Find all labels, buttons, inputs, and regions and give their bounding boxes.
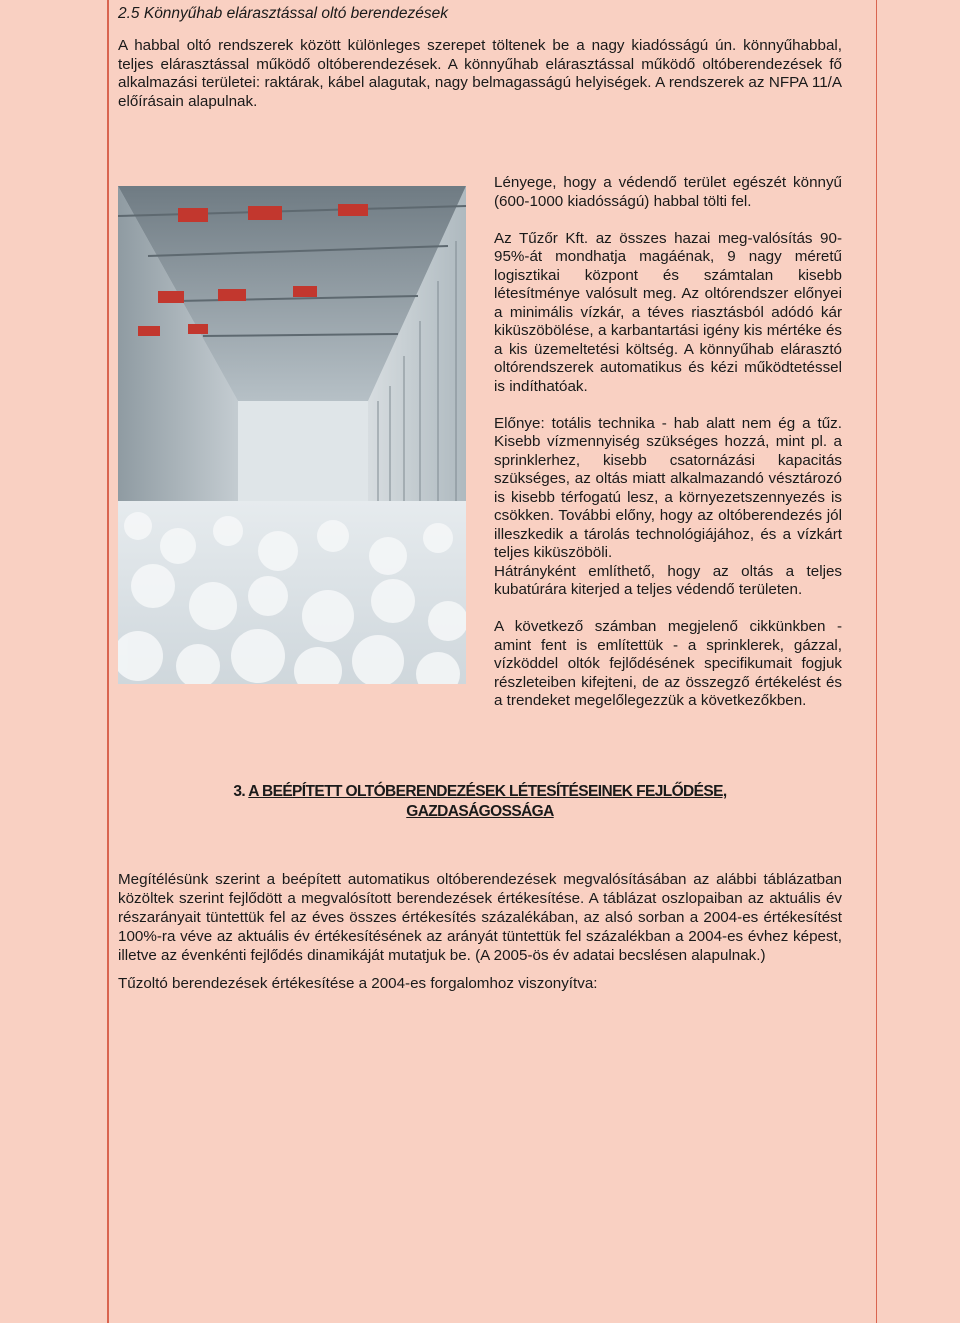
- left-margin-rule: [107, 0, 109, 1323]
- foam-warehouse-photo: [118, 186, 466, 684]
- right-text-column: [494, 174, 842, 711]
- right-paragraph-2: Az Tűzőr Kft. az összes hazai meg-valósítás 90-95%-át mondhatja magáénak, 9 nagy méretű logisztikai központ és számtalan kisebb létesítménye valósult meg. Az oltórendszer előnyei a minimális vízkár, a téves riasztásból adódó kár kiküszöbölése, a karbantartási igény kis mértéke és a kis üzemeltetési költség. A könnyűhab elárasztó oltórendszerek automatikus és kézi működtetéssel is indíthatóak.: [494, 229, 842, 395]
- chapter-heading: [118, 782, 842, 822]
- intro-paragraph: A habbal oltó rendszerek között különleges szerepet töltenek be a nagy kiadósságú ún. könnyűhabbal, teljes elárasztással működő oltóberendezések. A könnyűhab elárasztással működő oltóberendezések fő alkalmazási területei: raktárak, kábel alagutak, nagy belmagasságú helyiségek. A rendszerek az NFPA 11/A előírásain alapulnak.: [118, 37, 842, 110]
- chapter-number: 3.: [233, 783, 249, 800]
- body-paragraph: Megítélésünk szerint a beépített automatikus oltóberendezések megvalósításában az alábbi táblázatban közöltek szerint fejlődött a megvalósított berendezések értékesítése. A táblázat oszlopaiban az aktuális év részarányait tüntettük fel az éves összes értékesítés százalékában, az alsó sorban a 2004-es értékesítést 100%-ra véve az aktuális év értékesítésének az arányát tüntettük fel százalékban a 2004-es évhez képest, illetve az évenkénti fejlődés dinamikáját mutatjuk be. (A 2005-ös év adatai becslésen alapulnak.): [118, 871, 842, 964]
- section-heading: 2.5 Könnyűhab elárasztással oltó berendezések: [118, 5, 449, 22]
- right-paragraph-3: Előnye: totális technika - hab alatt nem ég a tűz. Kisebb vízmennyiség szükséges hozzá, mint pl. a sprinklerhez, kisebb csatornázási kapacitás szükséges, az oltás miatt alkalmazandó vésztározó is kisebb térfogatú lesz, a környezetszennyezés is csökken. További előny, hogy az oltóberendezés jól illeszkedik a tárolás technológiájához, és a vízkárt teljes kiküszöböli.: [494, 414, 842, 561]
- table-caption: Tűzoltó berendezések értékesítése a 2004-es forgalomhoz viszonyítva:: [118, 975, 598, 992]
- chapter-title-line-2: GAZDASÁGOSSÁGA: [406, 803, 554, 820]
- right-paragraph-4: Hátrányként említhető, hogy az oltás a teljes kubatúrára kiterjed a teljes védendő területen.: [494, 562, 842, 598]
- right-paragraph-1: Lényege, hogy a védendő terület egészét könnyű (600-1000 kiadósságú) habbal tölti fel.: [494, 174, 842, 210]
- right-margin-rule: [876, 0, 877, 1323]
- chapter-title-line-1: A BEÉPÍTETT OLTÓBERENDEZÉSEK LÉTESÍTÉSEINEK FEJLŐDÉSE,: [248, 783, 727, 800]
- right-paragraph-5: A következő számban megjelenő cikkünkben - amint fent is említettük - a sprinklerek, gázzal, vízköddel oltók fejlődésének specifikumait fogjuk részleteiben kifejteni, de az összegző értékelést és a trendeket megelőlegezzük a következőkben.: [494, 618, 842, 709]
